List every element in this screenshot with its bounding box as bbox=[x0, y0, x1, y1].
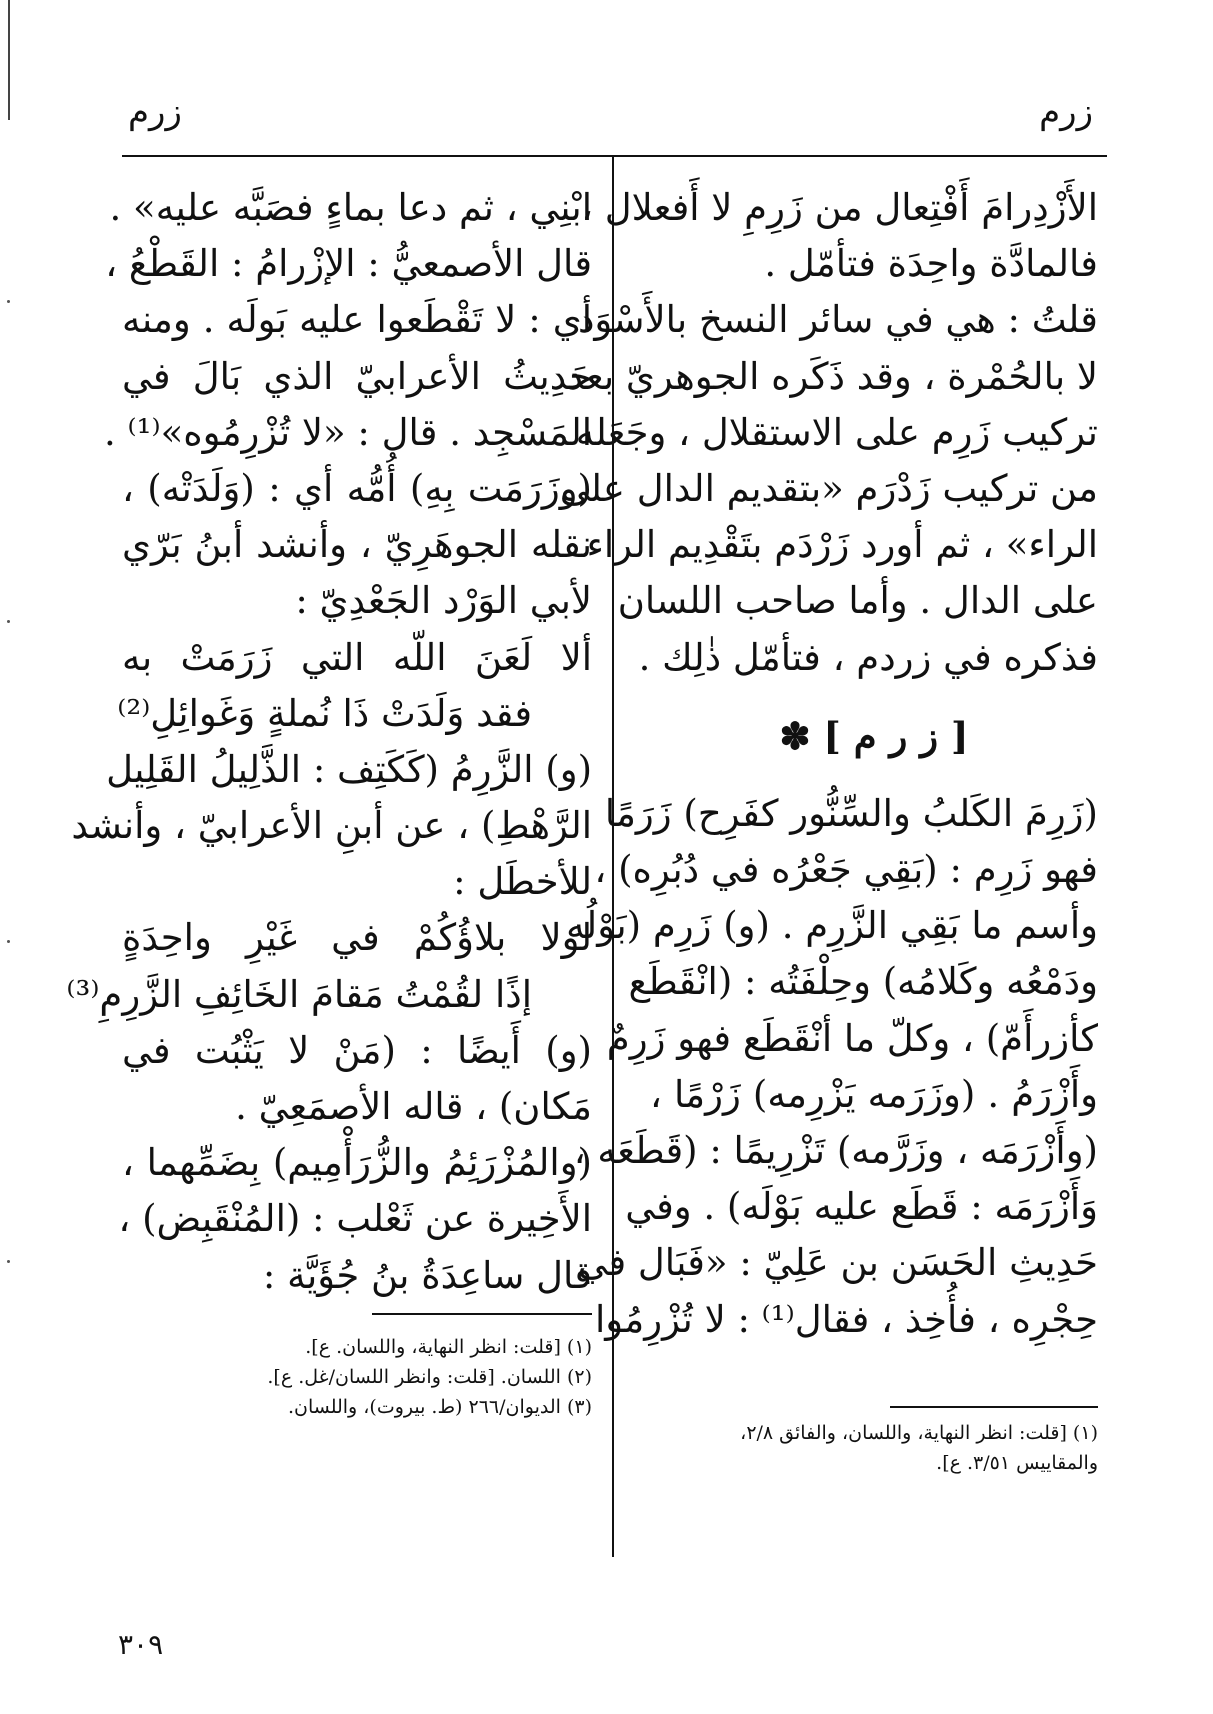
verse-line: لولا بلاؤُكُمْ في غَيْرِ واحِدَةٍ bbox=[122, 916, 592, 960]
running-header-left: زرم bbox=[128, 92, 182, 132]
entry-heading: [ ز ر م ] ✽ bbox=[779, 713, 969, 758]
text-line: حَدِيثُ الأعرابيّ الذي بَالَ في bbox=[122, 354, 592, 398]
header-rule bbox=[122, 155, 1107, 157]
footnotes-right bbox=[650, 1418, 1098, 1478]
scan-edge-mark bbox=[8, 0, 10, 120]
text-line: قال ساعِدَةُ بنُ جُؤَيَّة : bbox=[262, 1253, 592, 1297]
text-line: ودَمْعُه وكَلامُه) وحِلْفَتُه : (انْقَطَع bbox=[628, 960, 1098, 1004]
scan-dot bbox=[7, 300, 10, 303]
text-line: الأَزْدِرامَ أَفْتِعال من زَرِمِ لا أَفعلال ، bbox=[581, 186, 1098, 229]
text-line: المَسْجِد . قال : «لا تُزْرِمُوه»⁽¹⁾ . bbox=[104, 410, 592, 454]
right-column bbox=[559, 180, 1098, 1348]
scan-dot bbox=[7, 620, 10, 623]
text-line: على الدال . وأما صاحب اللسان bbox=[617, 579, 1098, 623]
text-line: كأزرأَمّ) ، وكلّ ما أنْقَطَع فهو زَرِمٌ bbox=[606, 1016, 1098, 1060]
verse-line: فقد وَلَدَتْ ذَا نُملةٍ وَغَوائِلِ⁽²⁾ bbox=[117, 691, 532, 735]
running-header-right: زرم bbox=[1039, 92, 1093, 132]
footnote: (١) [قلت: انظر النهاية، واللسان. ع]. bbox=[305, 1336, 592, 1358]
text-line: فهو زَرِم : (بَقِي جَعْرُه في دُبُرِه) ، bbox=[594, 848, 1098, 892]
scan-dot bbox=[7, 1260, 10, 1263]
text-line: (زَرِمَ الكَلبُ والسِّنُّور كفَرِح) زَرَمًا bbox=[604, 791, 1098, 835]
text-line: لا بالحُمْرة ، وقد ذَكَره الجوهريّ بعد bbox=[566, 354, 1098, 398]
text-line: (وأَزْرَمَه ، وزَرَّمه) تَزْرِيمًا : (قَطَعَه ، bbox=[573, 1129, 1098, 1172]
text-line: الأَخِيرة عن ثَعْلب : (المُنْقَبِض) ، bbox=[118, 1197, 592, 1241]
text-line: ابْنِي ، ثم دعا بماءٍ فصَبَّه عليه» . bbox=[109, 186, 592, 229]
footnote: (١) [قلت: انظر النهاية، واللسان، والفائق ٢/٨، bbox=[740, 1422, 1098, 1444]
text-line: نقله الجوهَرِيّ ، وأنشد أبنُ بَرّي bbox=[122, 523, 592, 567]
text-line: فذكره في زردم ، فتأمّل ذٰلِك . bbox=[638, 635, 1098, 679]
text-line: لأبي الوَرْد الجَعْدِيّ : bbox=[295, 579, 592, 623]
footnote: (٣) الديوان/٢٦٦ (ط. بيروت)، واللسان. bbox=[287, 1396, 592, 1418]
text-line: من تركيب زَدْرَم «بتقديم الدال على bbox=[559, 466, 1098, 510]
text-line: (و) الزَّرِمُ (كَكَتِف : الذَّلِيلُ القَلِيل bbox=[106, 747, 592, 791]
footnote-rule-right bbox=[890, 1406, 1098, 1408]
footnote-rule-left bbox=[372, 1313, 592, 1315]
text-line: وأَزْرَمُ . (وزَرَمه يَزْرِمه) زَرْمًا ، bbox=[650, 1072, 1098, 1116]
text-line: الراء» ، ثم أورد زَرْدَم بتَقْدِيم الراء bbox=[586, 523, 1098, 567]
text-line: حِجْرِه ، فأُخِذ ، فقال⁽¹⁾ : لا تُزْرِمُوا bbox=[595, 1297, 1098, 1341]
text-line: وأسم ما بَقِي الزَّرِم . (و) زَرِم (بَوْلُه bbox=[566, 904, 1098, 948]
text-line: للأخطَل : bbox=[453, 860, 592, 904]
left-column bbox=[66, 180, 592, 1304]
scan-dot bbox=[7, 940, 10, 943]
text-line: قلتُ : هي في سائر النسخ بالأَسْوَد bbox=[577, 298, 1098, 342]
text-line: قال الأصمعيُّ : الإزْرامُ : القَطْعُ ، bbox=[105, 242, 592, 286]
verse-line: ألا لَعَنَ اللّه التي زَرَمَتْ به bbox=[122, 635, 592, 679]
text-line: وَأَزْرَمَه : قَطَع عليه بَوْلَه) . وفي bbox=[625, 1185, 1098, 1229]
footnotes-left bbox=[130, 1332, 592, 1422]
footnote: والمقاييس ٣/٥١. ع]. bbox=[936, 1452, 1098, 1474]
verse-line: إذًا لقُمْتُ مَقامَ الخَائِفِ الزَّرِمِ⁽³⁾ bbox=[66, 972, 532, 1016]
text-line: تركيب زَرِم على الاستقلال ، وجَعَله bbox=[575, 410, 1098, 454]
text-line: الرَّهْطِ) ، عن أبنِ الأعرابيّ ، وأنشد bbox=[71, 804, 592, 848]
text-line: مَكان) ، قاله الأصمَعِيّ . bbox=[235, 1085, 592, 1128]
text-line: فالمادَّة واحِدَة فتأمّل . bbox=[764, 242, 1098, 286]
text-line: (وزَرَمَت بِهِ) أُمُّه أي : (وَلَدَتْه) ، bbox=[122, 466, 592, 510]
page-number: ٣٠٩ bbox=[118, 1628, 164, 1661]
footnote: (٢) اللسان. [قلت: وانظر اللسان/غل. ع]. bbox=[267, 1366, 592, 1388]
text-line: (و) أَيضًا : (مَنْ لا يَثْبُت في bbox=[122, 1028, 592, 1072]
text-line: حَدِيثِ الحَسَن بن عَلِيّ : «فَبَال في bbox=[577, 1241, 1098, 1285]
text-line: أي : لا تَقْطَعوا عليه بَولَه . ومنه bbox=[122, 298, 592, 342]
text-line: (والمُزْرَئِمُ والزُّرَأْمِيم) بِضَمِّهما ، bbox=[122, 1141, 592, 1185]
